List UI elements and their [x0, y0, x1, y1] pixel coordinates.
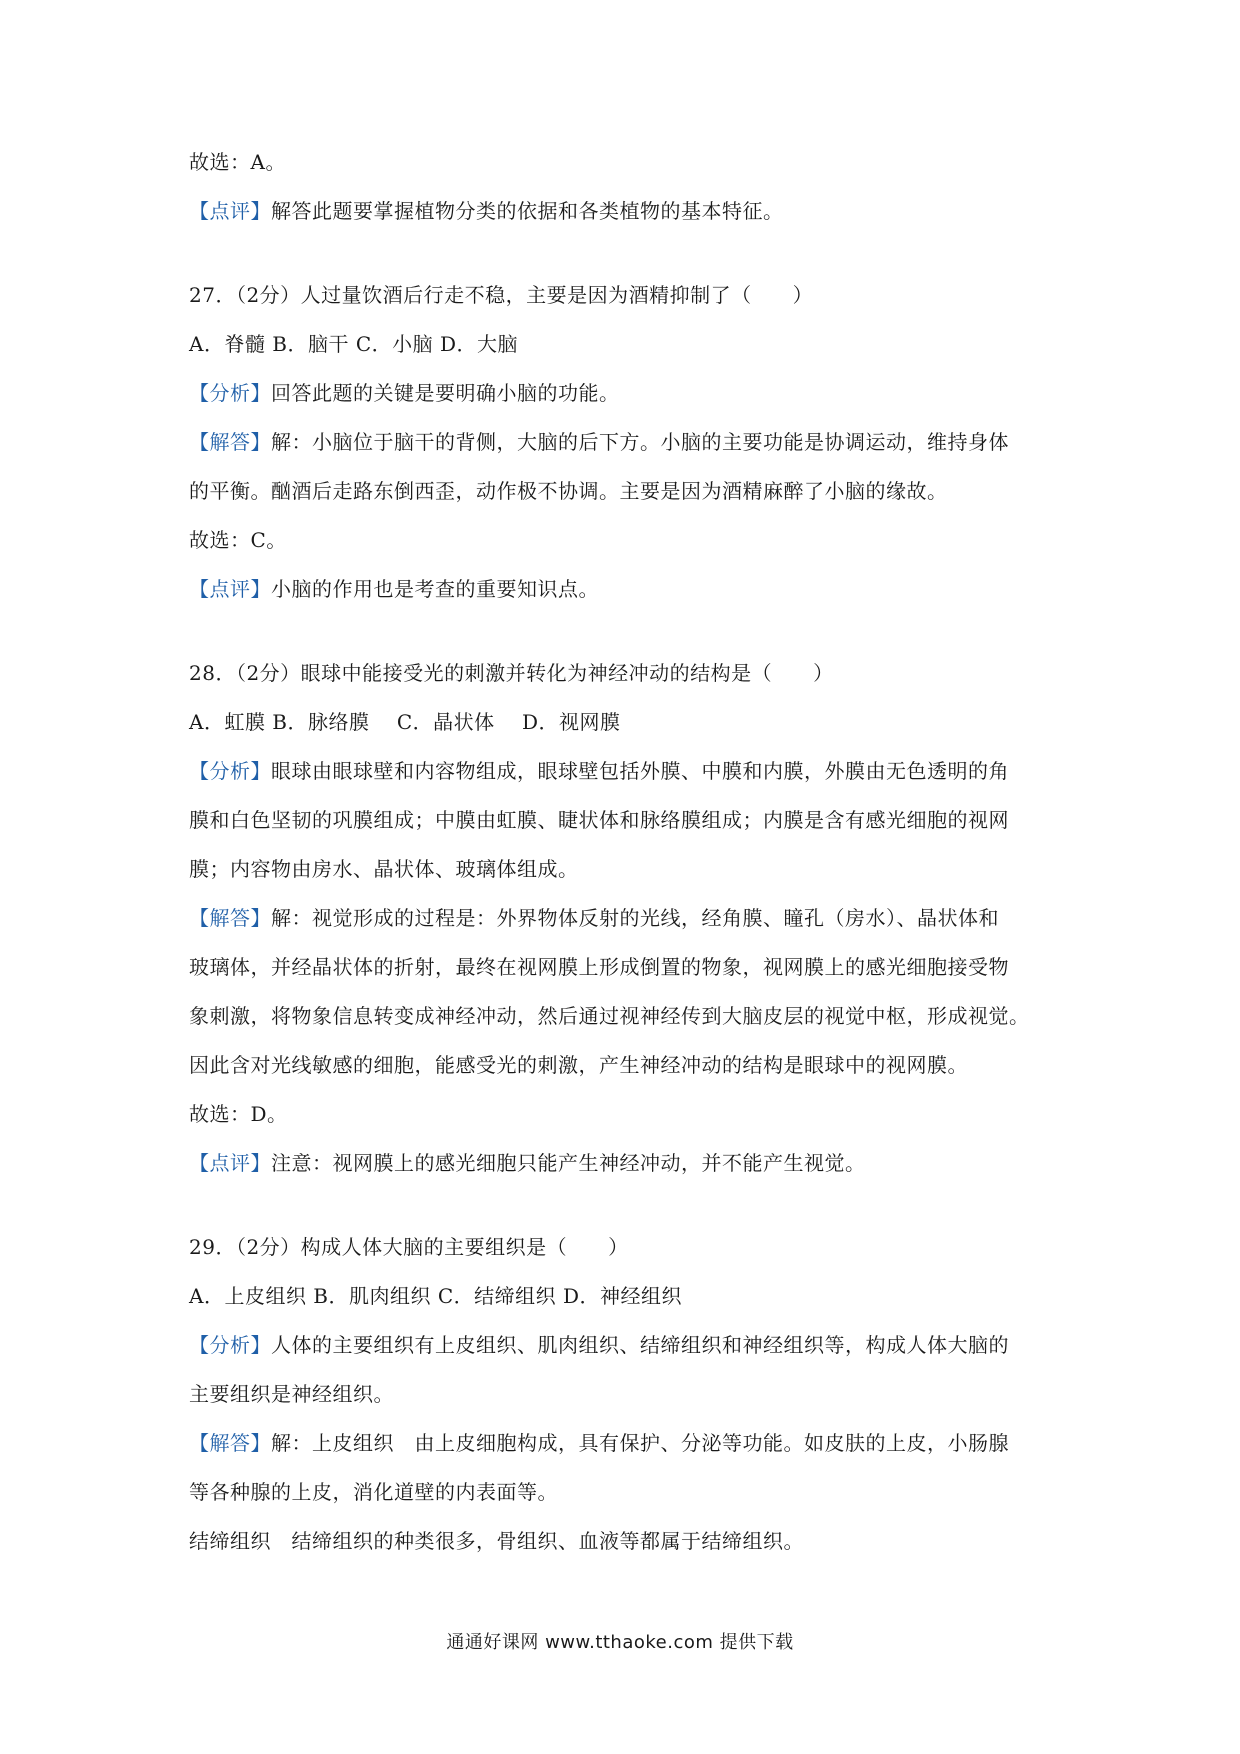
q28-answer-text-1: 解：视觉形成的过程是：外界物体反射的光线，经角膜、瞳孔（房水）、晶状体和 [271, 906, 999, 930]
q29-analysis-2: 主要组织是神经组织。 [189, 1382, 394, 1406]
q28-stem: 28．（2分）眼球中能接受光的刺激并转化为神经冲动的结构是（ ） [189, 661, 834, 685]
comment-tag: 【点评】 [189, 577, 271, 601]
analysis-tag: 【分析】 [189, 381, 271, 405]
q28-answer-3: 象刺激，将物象信息转变成神经冲动，然后通过视神经传到大脑皮层的视觉中枢，形成视觉。 [189, 1004, 1030, 1028]
comment-tag: 【点评】 [189, 199, 271, 223]
q29-options: A．上皮组织 B．肌肉组织 C．结缔组织 D．神经组织 [189, 1284, 683, 1308]
q28-analysis-2: 膜和白色坚韧的巩膜组成；中膜由虹膜、睫状体和脉络膜组成；内膜是含有感光细胞的视网 [189, 808, 1009, 832]
q28-answer-4: 因此含对光线敏感的细胞，能感受光的刺激，产生神经冲动的结构是眼球中的视网膜。 [189, 1053, 968, 1077]
comment-tag: 【点评】 [189, 1151, 271, 1175]
section-gap [189, 1198, 1069, 1233]
q27-choice: 故选：C。 [189, 528, 287, 552]
q28-answer-1 [189, 904, 1069, 932]
q27-analysis [189, 379, 1069, 407]
page-footer: 通通好课网 www.tthaoke.com 提供下载 [446, 1632, 794, 1653]
q28-choice: 故选：D。 [189, 1102, 288, 1126]
q28-comment [189, 1149, 1069, 1177]
q26-choice: 故选：A。 [189, 150, 286, 174]
answer-tag: 【解答】 [189, 906, 271, 930]
q27-comment-text: 小脑的作用也是考查的重要知识点。 [271, 577, 599, 601]
q29-analysis-text-1: 人体的主要组织有上皮组织、肌肉组织、结缔组织和神经组织等，构成人体大脑的 [271, 1333, 1009, 1357]
section-gap [189, 246, 1069, 281]
q27-answer-text-1: 解：小脑位于脑干的背侧，大脑的后下方。小脑的主要功能是协调运动，维持身体 [271, 430, 1009, 454]
answer-tag: 【解答】 [189, 1431, 271, 1455]
document-page [189, 148, 1069, 1576]
q29-analysis-1 [189, 1331, 1069, 1359]
section-gap [189, 624, 1069, 659]
q26-comment [189, 197, 1069, 225]
q26-comment-text: 解答此题要掌握植物分类的依据和各类植物的基本特征。 [271, 199, 784, 223]
analysis-tag: 【分析】 [189, 759, 271, 783]
q29-answer-text-1: 解：上皮组织 由上皮细胞构成，具有保护、分泌等功能。如皮肤的上皮，小肠腺 [271, 1431, 1009, 1455]
q27-analysis-text: 回答此题的关键是要明确小脑的功能。 [271, 381, 620, 405]
q27-options: A．脊髓 B．脑干 C．小脑 D．大脑 [189, 332, 519, 356]
q28-options: A．虹膜 B．脉络膜 C．晶状体 D．视网膜 [189, 710, 621, 734]
q28-answer-2: 玻璃体，并经晶状体的折射，最终在视网膜上形成倒置的物象，视网膜上的感光细胞接受物 [189, 955, 1009, 979]
answer-tag: 【解答】 [189, 430, 271, 454]
q29-answer-1 [189, 1429, 1069, 1457]
q28-analysis-1 [189, 757, 1069, 785]
q28-analysis-text-1: 眼球由眼球壁和内容物组成，眼球壁包括外膜、中膜和内膜，外膜由无色透明的角 [271, 759, 1009, 783]
q29-answer-3: 结缔组织 结缔组织的种类很多，骨组织、血液等都属于结缔组织。 [189, 1529, 804, 1553]
analysis-tag: 【分析】 [189, 1333, 271, 1357]
q27-comment [189, 575, 1069, 603]
q27-answer-1 [189, 428, 1069, 456]
q28-comment-text: 注意：视网膜上的感光细胞只能产生神经冲动，并不能产生视觉。 [271, 1151, 866, 1175]
q28-analysis-3: 膜；内容物由房水、晶状体、玻璃体组成。 [189, 857, 579, 881]
q29-answer-2: 等各种腺的上皮，消化道壁的内表面等。 [189, 1480, 558, 1504]
q27-stem: 27．（2分）人过量饮酒后行走不稳，主要是因为酒精抑制了（ ） [189, 283, 814, 307]
q29-stem: 29．（2分）构成人体大脑的主要组织是（ ） [189, 1235, 629, 1259]
q27-answer-2: 的平衡。酗酒后走路东倒西歪，动作极不协调。主要是因为酒精麻醉了小脑的缘故。 [189, 479, 948, 503]
